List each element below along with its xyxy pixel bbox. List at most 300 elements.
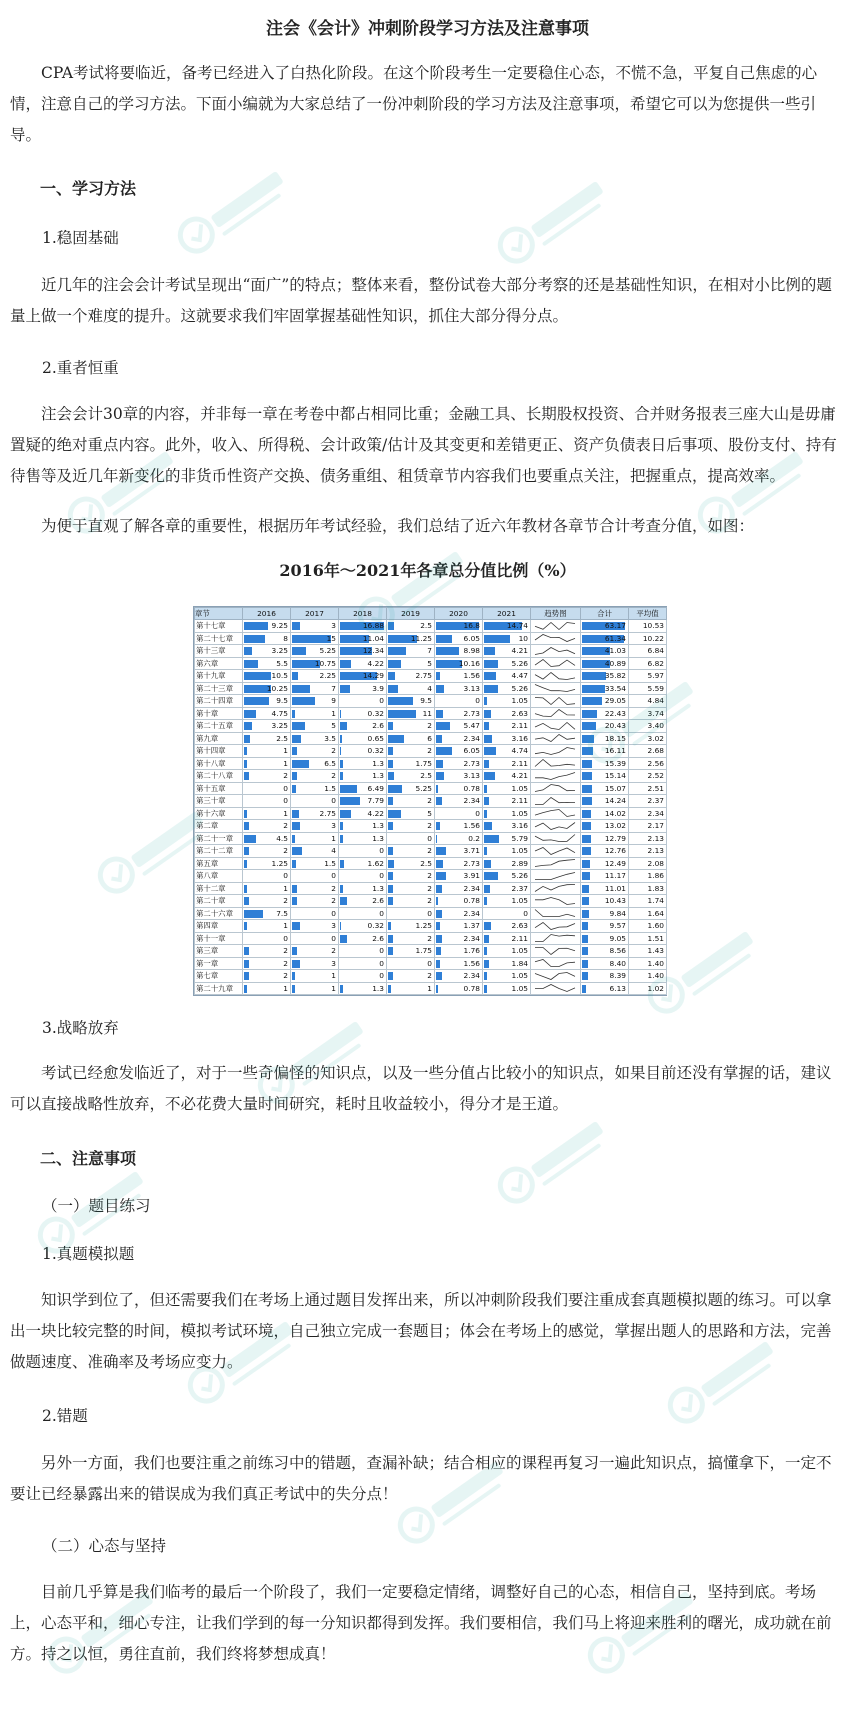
year-value-text: 1.05 bbox=[511, 783, 528, 793]
year-value-cell bbox=[387, 645, 435, 658]
data-bar bbox=[340, 822, 343, 830]
year-value-text: 1 bbox=[331, 983, 336, 993]
data-bar bbox=[436, 922, 440, 930]
data-bar bbox=[436, 885, 442, 893]
data-bar bbox=[436, 935, 442, 943]
year-value-text: 8.98 bbox=[463, 646, 480, 656]
year-value-text: 0 bbox=[331, 871, 336, 881]
year-value-text: 3.16 bbox=[511, 821, 528, 831]
year-value-cell bbox=[339, 757, 387, 770]
data-bar bbox=[292, 810, 299, 818]
data-bar bbox=[484, 972, 487, 980]
chapter-name-cell: 第十四章 bbox=[195, 745, 243, 758]
data-bar bbox=[436, 647, 459, 655]
year-value-cell bbox=[483, 920, 531, 933]
year-value-cell bbox=[483, 957, 531, 970]
year-value-cell bbox=[483, 745, 531, 758]
year-value-cell bbox=[291, 895, 339, 908]
year-value-cell bbox=[387, 745, 435, 758]
subheading-mock-exams: 1.真题模拟题 bbox=[42, 1245, 135, 1263]
year-value-cell bbox=[339, 832, 387, 845]
total-cell bbox=[581, 895, 629, 908]
trend-sparkline bbox=[532, 771, 578, 781]
sparkline-path bbox=[535, 810, 575, 817]
data-bar bbox=[244, 985, 247, 993]
subheading-practice: （一）题目练习 bbox=[42, 1197, 151, 1215]
year-value-text: 2.5 bbox=[420, 858, 432, 868]
average-cell: 1.74 bbox=[629, 895, 667, 908]
chapter-name-cell: 第四章 bbox=[195, 920, 243, 933]
year-value-cell bbox=[483, 682, 531, 695]
data-bar bbox=[292, 885, 297, 893]
chapter-name-cell: 第十七章 bbox=[195, 620, 243, 633]
year-value-cell bbox=[243, 682, 291, 695]
year-value-cell bbox=[243, 870, 291, 883]
data-bar bbox=[484, 735, 492, 743]
year-value-cell bbox=[339, 857, 387, 870]
sparkline-path bbox=[535, 660, 575, 667]
year-value-text: 1.3 bbox=[372, 833, 384, 843]
year-value-text: 4.22 bbox=[367, 658, 384, 668]
year-value-cell bbox=[435, 632, 483, 645]
sparkline-path bbox=[535, 785, 575, 792]
total-cell bbox=[581, 957, 629, 970]
chart-title: 2016年～2021年各章总分值比例（%） bbox=[279, 561, 576, 580]
year-value-text: 3.5 bbox=[324, 733, 336, 743]
data-bar bbox=[436, 685, 444, 693]
year-value-text: 2 bbox=[427, 896, 432, 906]
data-bar bbox=[388, 685, 398, 693]
year-value-text: 2.73 bbox=[463, 708, 480, 718]
table-row bbox=[195, 895, 667, 908]
year-value-text: 5 bbox=[427, 658, 432, 668]
year-value-cell bbox=[243, 982, 291, 995]
year-value-text: 2 bbox=[283, 821, 288, 831]
year-value-cell bbox=[339, 920, 387, 933]
year-value-text: 2.11 bbox=[511, 758, 528, 768]
year-value-text: 2.73 bbox=[463, 758, 480, 768]
year-value-text: 1.37 bbox=[463, 921, 480, 931]
year-value-text: 9.5 bbox=[420, 696, 432, 706]
year-value-cell bbox=[243, 632, 291, 645]
data-bar bbox=[292, 785, 296, 793]
table-row bbox=[195, 932, 667, 945]
data-bar bbox=[340, 985, 343, 993]
data-bar bbox=[244, 960, 249, 968]
total-value-text: 11.17 bbox=[604, 871, 626, 881]
average-cell: 2.13 bbox=[629, 832, 667, 845]
year-value-cell bbox=[291, 795, 339, 808]
year-value-text: 1 bbox=[283, 983, 288, 993]
sparkline-path bbox=[535, 897, 575, 904]
total-cell bbox=[581, 620, 629, 633]
data-bar bbox=[292, 835, 295, 843]
year-value-text: 0.65 bbox=[367, 733, 384, 743]
total-bar bbox=[582, 960, 588, 968]
year-value-cell bbox=[243, 657, 291, 670]
year-value-text: 5.79 bbox=[511, 833, 528, 843]
year-value-cell bbox=[339, 895, 387, 908]
average-cell: 6.84 bbox=[629, 645, 667, 658]
year-value-text: 2 bbox=[331, 896, 336, 906]
year-value-text: 14.29 bbox=[362, 671, 384, 681]
year-value-text: 1.05 bbox=[511, 808, 528, 818]
data-bar bbox=[484, 985, 487, 993]
year-value-text: 3.91 bbox=[463, 871, 480, 881]
trend-sparkline-cell bbox=[531, 982, 581, 995]
year-value-text: 11.25 bbox=[410, 633, 432, 643]
chapter-name-cell: 第二十章 bbox=[195, 895, 243, 908]
year-value-cell bbox=[291, 882, 339, 895]
year-value-cell bbox=[435, 945, 483, 958]
data-bar bbox=[388, 972, 393, 980]
year-value-text: 1.84 bbox=[511, 958, 528, 968]
data-bar bbox=[436, 772, 444, 780]
total-bar bbox=[582, 910, 589, 918]
year-value-text: 10 bbox=[518, 633, 528, 643]
data-bar bbox=[436, 735, 442, 743]
data-bar bbox=[388, 760, 393, 768]
average-cell: 1.02 bbox=[629, 982, 667, 995]
data-bar bbox=[436, 985, 438, 993]
total-bar bbox=[582, 697, 602, 705]
total-value-text: 14.24 bbox=[604, 796, 626, 806]
year-value-cell bbox=[243, 895, 291, 908]
table-row bbox=[195, 770, 667, 783]
total-cell bbox=[581, 732, 629, 745]
total-bar bbox=[582, 810, 591, 818]
year-value-cell bbox=[243, 932, 291, 945]
table-header-cell: 合计 bbox=[581, 608, 629, 620]
trend-sparkline bbox=[532, 683, 578, 693]
year-value-cell bbox=[243, 720, 291, 733]
year-value-cell bbox=[339, 782, 387, 795]
year-value-cell bbox=[339, 720, 387, 733]
data-bar bbox=[340, 710, 341, 718]
trend-sparkline-cell bbox=[531, 957, 581, 970]
year-value-text: 2.5 bbox=[276, 733, 288, 743]
year-value-text: 5 bbox=[331, 721, 336, 731]
table-row bbox=[195, 795, 667, 808]
year-value-text: 0 bbox=[331, 933, 336, 943]
year-value-cell bbox=[339, 807, 387, 820]
year-value-cell bbox=[483, 907, 531, 920]
data-bar bbox=[292, 897, 297, 905]
year-value-cell bbox=[435, 707, 483, 720]
data-bar bbox=[436, 860, 443, 868]
year-value-cell bbox=[387, 882, 435, 895]
data-bar bbox=[244, 885, 247, 893]
year-value-text: 1.56 bbox=[463, 671, 480, 681]
paragraph-wrong-questions: 另外一方面，我们也要注重之前练习中的错题，查漏补缺；结合相应的课程再复习一遍此知识点，搞懂拿下，一定不要让已经暴露出来的错误成为我们真正考试中的失分点！ bbox=[10, 1454, 832, 1503]
average-cell: 2.56 bbox=[629, 757, 667, 770]
year-value-text: 1.75 bbox=[415, 758, 432, 768]
year-value-cell bbox=[339, 645, 387, 658]
total-bar bbox=[582, 672, 606, 680]
year-value-cell bbox=[291, 632, 339, 645]
year-value-cell bbox=[291, 682, 339, 695]
trend-sparkline-cell bbox=[531, 682, 581, 695]
table-header-cell: 趋势图 bbox=[531, 608, 581, 620]
chapter-name-cell: 第二十一章 bbox=[195, 832, 243, 845]
year-value-cell bbox=[387, 895, 435, 908]
year-value-text: 2 bbox=[331, 746, 336, 756]
year-value-text: 2.6 bbox=[372, 721, 384, 731]
data-bar bbox=[388, 747, 393, 755]
data-bar bbox=[388, 860, 394, 868]
year-value-text: 10.25 bbox=[266, 683, 288, 693]
data-bar bbox=[340, 735, 342, 743]
trend-sparkline bbox=[532, 971, 578, 981]
data-bar bbox=[340, 747, 341, 755]
year-value-cell bbox=[291, 807, 339, 820]
average-cell: 3.74 bbox=[629, 707, 667, 720]
year-value-cell bbox=[339, 632, 387, 645]
data-bar bbox=[244, 947, 249, 955]
table-row bbox=[195, 682, 667, 695]
year-value-text: 9 bbox=[331, 696, 336, 706]
year-value-cell bbox=[339, 845, 387, 858]
year-value-text: 2 bbox=[283, 896, 288, 906]
total-cell bbox=[581, 707, 629, 720]
trend-sparkline-cell bbox=[531, 707, 581, 720]
trend-sparkline-cell bbox=[531, 932, 581, 945]
year-value-cell bbox=[387, 945, 435, 958]
table-header-cell: 2018 bbox=[339, 608, 387, 620]
total-cell bbox=[581, 907, 629, 920]
data-bar bbox=[292, 760, 309, 768]
year-value-text: 1.05 bbox=[511, 846, 528, 856]
paragraph-chart-intro: 为便于直观了解各章的重要性，根据历年考试经验，我们总结了近六年教材各章节合计考查分值，如图： bbox=[41, 517, 755, 535]
year-value-text: 2.63 bbox=[511, 921, 528, 931]
year-value-text: 2.6 bbox=[372, 896, 384, 906]
year-value-text: 0 bbox=[427, 833, 432, 843]
average-cell: 1.86 bbox=[629, 870, 667, 883]
year-value-text: 10.5 bbox=[271, 671, 288, 681]
chapter-name-cell: 第五章 bbox=[195, 857, 243, 870]
trend-sparkline bbox=[532, 896, 578, 906]
year-value-text: 1 bbox=[283, 921, 288, 931]
sparkline-path bbox=[535, 735, 575, 742]
total-value-text: 15.39 bbox=[604, 758, 626, 768]
year-value-text: 2 bbox=[331, 883, 336, 893]
year-value-text: 6.05 bbox=[463, 633, 480, 643]
year-value-text: 1.3 bbox=[372, 883, 384, 893]
trend-sparkline bbox=[532, 808, 578, 818]
year-value-cell bbox=[387, 657, 435, 670]
data-bar bbox=[388, 722, 393, 730]
year-value-cell bbox=[483, 645, 531, 658]
total-bar bbox=[582, 822, 591, 830]
year-value-cell bbox=[483, 707, 531, 720]
year-value-text: 2 bbox=[427, 721, 432, 731]
data-bar bbox=[436, 722, 450, 730]
trend-sparkline-cell bbox=[531, 620, 581, 633]
data-bar bbox=[292, 722, 305, 730]
year-value-cell bbox=[387, 620, 435, 633]
data-bar bbox=[244, 747, 247, 755]
data-bar bbox=[484, 872, 498, 880]
total-cell bbox=[581, 657, 629, 670]
year-value-cell bbox=[339, 957, 387, 970]
year-value-cell bbox=[483, 795, 531, 808]
data-bar bbox=[436, 710, 443, 718]
year-value-cell bbox=[339, 745, 387, 758]
data-bar bbox=[436, 760, 443, 768]
chapter-name-cell: 第十章 bbox=[195, 707, 243, 720]
sparkline-path bbox=[535, 935, 575, 942]
year-value-cell bbox=[387, 682, 435, 695]
trend-sparkline bbox=[532, 821, 578, 831]
sparkline-path bbox=[535, 910, 575, 917]
table-header-cell: 平均值 bbox=[629, 608, 667, 620]
year-value-text: 0 bbox=[283, 796, 288, 806]
total-value-text: 16.11 bbox=[604, 746, 626, 756]
score-table bbox=[194, 607, 667, 995]
trend-sparkline-cell bbox=[531, 745, 581, 758]
trend-sparkline bbox=[532, 933, 578, 943]
table-row bbox=[195, 907, 667, 920]
total-cell bbox=[581, 882, 629, 895]
trend-sparkline bbox=[532, 746, 578, 756]
data-bar bbox=[436, 972, 442, 980]
chapter-name-cell: 第三章 bbox=[195, 945, 243, 958]
year-value-text: 6.05 bbox=[463, 746, 480, 756]
data-bar bbox=[484, 685, 498, 693]
paragraph-strategic-abandon: 考试已经愈发临近了，对于一些奇偏怪的知识点，以及一些分值占比较小的知识点，如果目前还没有掌握的话，建议可以直接战略性放弃，不必花费大量时间研究，耗时且收益较小，得分才是王道。 bbox=[10, 1064, 832, 1113]
data-bar bbox=[244, 847, 249, 855]
chapter-name-cell: 第十九章 bbox=[195, 670, 243, 683]
year-value-text: 1.62 bbox=[367, 858, 384, 868]
data-bar bbox=[244, 722, 252, 730]
year-value-text: 1.56 bbox=[463, 821, 480, 831]
data-bar bbox=[436, 635, 452, 643]
data-bar bbox=[388, 735, 404, 743]
table-row bbox=[195, 757, 667, 770]
data-bar bbox=[292, 922, 300, 930]
year-value-text: 9.25 bbox=[271, 621, 288, 631]
chapter-name-cell: 第二十二章 bbox=[195, 845, 243, 858]
year-value-cell bbox=[387, 732, 435, 745]
year-value-text: 3.16 bbox=[511, 733, 528, 743]
year-value-text: 7.5 bbox=[276, 908, 288, 918]
table-row bbox=[195, 870, 667, 883]
data-bar bbox=[436, 835, 437, 843]
total-bar bbox=[582, 847, 591, 855]
data-bar bbox=[244, 672, 271, 680]
table-row bbox=[195, 820, 667, 833]
year-value-text: 0 bbox=[379, 946, 384, 956]
year-value-cell bbox=[339, 970, 387, 983]
table-row bbox=[195, 707, 667, 720]
year-value-text: 1 bbox=[331, 833, 336, 843]
total-bar bbox=[582, 885, 589, 893]
sparkline-path bbox=[535, 947, 575, 954]
year-value-cell bbox=[483, 620, 531, 633]
data-bar bbox=[292, 847, 302, 855]
year-value-cell bbox=[435, 907, 483, 920]
year-value-cell bbox=[387, 970, 435, 983]
year-value-cell bbox=[387, 845, 435, 858]
year-value-cell bbox=[291, 957, 339, 970]
year-value-cell bbox=[483, 695, 531, 708]
total-value-text: 35.82 bbox=[604, 671, 626, 681]
total-value-text: 18.15 bbox=[604, 733, 626, 743]
year-value-text: 5.25 bbox=[415, 783, 432, 793]
year-value-cell bbox=[435, 832, 483, 845]
year-value-cell bbox=[483, 770, 531, 783]
year-value-cell bbox=[243, 907, 291, 920]
subheading-wrong-questions: 2.错题 bbox=[42, 1407, 88, 1425]
sparkline-path bbox=[535, 972, 575, 979]
article-title: 注会《会计》冲刺阶段学习方法及注意事项 bbox=[266, 19, 589, 39]
year-value-cell bbox=[339, 682, 387, 695]
total-bar bbox=[582, 735, 594, 743]
year-value-text: 2 bbox=[427, 871, 432, 881]
table-row bbox=[195, 620, 667, 633]
table-header-cell: 章节 bbox=[195, 608, 243, 620]
sparkline-path bbox=[535, 747, 575, 754]
sparkline-path bbox=[535, 922, 575, 929]
year-value-cell bbox=[243, 757, 291, 770]
year-value-text: 4 bbox=[427, 683, 432, 693]
data-bar bbox=[292, 697, 315, 705]
total-bar bbox=[582, 835, 591, 843]
data-bar bbox=[340, 935, 347, 943]
data-bar bbox=[340, 760, 343, 768]
year-value-text: 3.71 bbox=[463, 846, 480, 856]
average-cell: 2.37 bbox=[629, 795, 667, 808]
data-bar bbox=[484, 760, 489, 768]
year-value-cell bbox=[387, 907, 435, 920]
average-cell: 1.43 bbox=[629, 945, 667, 958]
section-heading-methods: 一、学习方法 bbox=[40, 179, 137, 198]
year-value-text: 2.34 bbox=[463, 971, 480, 981]
year-value-text: 2.25 bbox=[319, 671, 336, 681]
total-cell bbox=[581, 720, 629, 733]
year-value-text: 2 bbox=[427, 883, 432, 893]
data-bar bbox=[244, 660, 258, 668]
year-value-text: 7 bbox=[427, 646, 432, 656]
year-value-cell bbox=[387, 795, 435, 808]
year-value-cell bbox=[435, 695, 483, 708]
year-value-text: 5.5 bbox=[276, 658, 288, 668]
year-value-text: 1.3 bbox=[372, 771, 384, 781]
table-header-cell: 2017 bbox=[291, 608, 339, 620]
year-value-cell bbox=[435, 732, 483, 745]
data-bar bbox=[388, 822, 393, 830]
trend-sparkline bbox=[532, 946, 578, 956]
year-value-text: 3.9 bbox=[372, 683, 384, 693]
year-value-cell bbox=[339, 982, 387, 995]
average-cell: 3.40 bbox=[629, 720, 667, 733]
year-value-cell bbox=[387, 957, 435, 970]
table-header-row bbox=[195, 608, 667, 620]
year-value-text: 16.8 bbox=[463, 621, 480, 631]
year-value-text: 0.32 bbox=[367, 708, 384, 718]
data-bar bbox=[388, 947, 393, 955]
chapter-name-cell: 第六章 bbox=[195, 657, 243, 670]
year-value-cell bbox=[243, 620, 291, 633]
year-value-text: 0 bbox=[283, 783, 288, 793]
year-value-text: 2.6 bbox=[372, 933, 384, 943]
year-value-cell bbox=[483, 732, 531, 745]
total-cell bbox=[581, 920, 629, 933]
data-bar bbox=[436, 947, 441, 955]
data-bar bbox=[388, 785, 402, 793]
year-value-cell bbox=[483, 970, 531, 983]
table-row bbox=[195, 807, 667, 820]
